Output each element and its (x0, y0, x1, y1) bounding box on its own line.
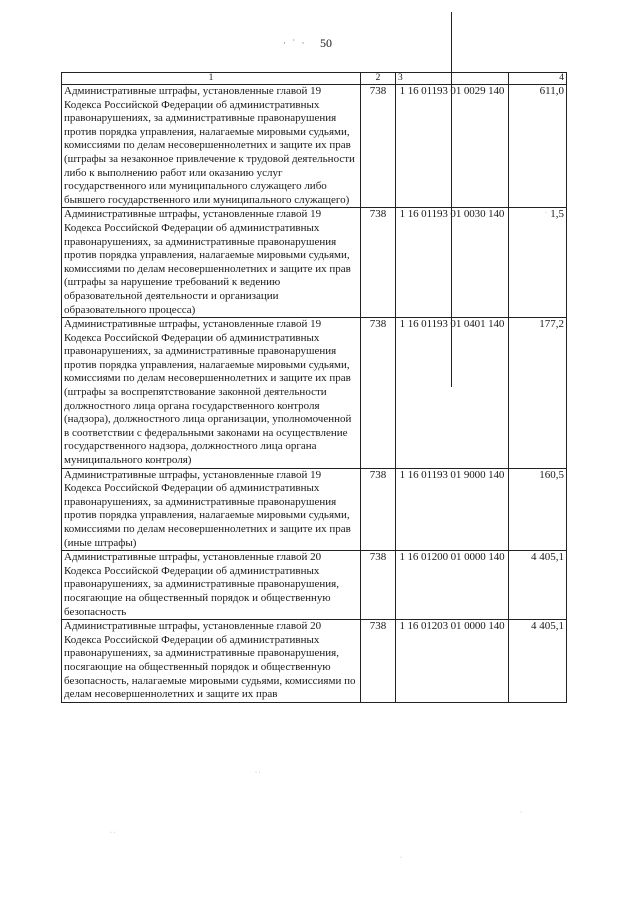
row-kbk-code: 1 16 01193 01 0401 140 (396, 318, 509, 469)
column-header-3: 3 (396, 73, 509, 85)
table-header-row (62, 73, 567, 85)
row-amount: 611,0 (509, 85, 567, 208)
row-kbk-code: 1 16 01200 01 0000 140 (396, 551, 509, 620)
row-amount: 4 405,1 (509, 551, 567, 620)
row-kbk-code: 1 16 01193 01 0029 140 (396, 85, 509, 208)
table-row (62, 551, 567, 620)
row-kbk-code: 1 16 01193 01 0030 140 (396, 208, 509, 318)
row-description: Административные штрафы, установленные главой 19 Кодекса Российской Федерации об административных правонарушениях, за административные правонарушения против порядка управления, налагаемые мировыми судьями, комиссиями по делам несовершеннолетних и защите их прав (штрафы за незаконное привлечение к трудовой деятельности либо к выполнению работ или оказанию услуг государственного или муниципального служащего либо бывшего государственного или муниципального служащего) (62, 85, 361, 208)
row-amount: 177,2 (509, 318, 567, 469)
table-row (62, 208, 567, 318)
row-admin-code: 738 (361, 85, 396, 208)
scan-speck: · (400, 855, 402, 861)
row-admin-code: 738 (361, 551, 396, 620)
row-admin-code: 738 (361, 468, 396, 551)
table-row (62, 318, 567, 469)
column-header-2: 2 (361, 73, 396, 85)
row-admin-code: 738 (361, 208, 396, 318)
scan-speck: · · (255, 770, 261, 776)
row-description: Административные штрафы, установленные главой 19 Кодекса Российской Федерации об административных правонарушениях, за административные правонарушения против порядка управления, налагаемые мировыми судьями, комиссиями по делам несовершеннолетних и защите их прав (иные штрафы) (62, 468, 361, 551)
row-amount: 4 405,1 (509, 620, 567, 703)
scan-artifact: · ˙ · (283, 38, 307, 48)
row-description: Административные штрафы, установленные главой 20 Кодекса Российской Федерации об административных правонарушениях, за административные правонарушения, посягающие на общественный порядок и общественную безопасность (62, 551, 361, 620)
row-amount: 1,5 (509, 208, 567, 318)
row-description: Административные штрафы, установленные главой 19 Кодекса Российской Федерации об административных правонарушениях, за административные правонарушения против порядка управления, налагаемые мировыми судьями, комиссиями по делам несовершеннолетних и защите их прав (штрафы за нарушение требований к ведению образовательной деятельности и организации образовательного процесса) (62, 208, 361, 318)
table-row (62, 85, 567, 208)
page-number: 50 (320, 36, 332, 50)
column-header-4: 4 (509, 73, 567, 85)
budget-table (61, 72, 567, 703)
row-kbk-code: 1 16 01203 01 0000 140 (396, 620, 509, 703)
table-row (62, 468, 567, 551)
row-admin-code: 738 (361, 318, 396, 469)
scan-speck: · · (110, 830, 116, 836)
row-kbk-code: 1 16 01193 01 9000 140 (396, 468, 509, 551)
scan-speck: · (545, 210, 547, 216)
row-admin-code: 738 (361, 620, 396, 703)
scan-speck: · (520, 810, 522, 816)
column-header-1: 1 (62, 73, 361, 85)
row-description: Административные штрафы, установленные главой 20 Кодекса Российской Федерации об административных правонарушениях, за административные правонарушения, посягающие на общественный порядок и общественную безопасность, налагаемые мировыми судьями, комиссиями по делам несовершеннолетних и защите их прав (62, 620, 361, 703)
table-row (62, 620, 567, 703)
row-description: Административные штрафы, установленные главой 19 Кодекса Российской Федерации об административных правонарушениях, за административные правонарушения против порядка управления, налагаемые мировыми судьями, комиссиями по делам несовершеннолетних и защите их прав (штрафы за воспрепятствование законной деятельности должностного лица органа государственного контроля (надзора), должностного лица организации, уполномоченной в соответствии с федеральными законами на осуществление государственного надзора, должностного лица органа муниципального контроля) (62, 318, 361, 469)
row-amount: 160,5 (509, 468, 567, 551)
